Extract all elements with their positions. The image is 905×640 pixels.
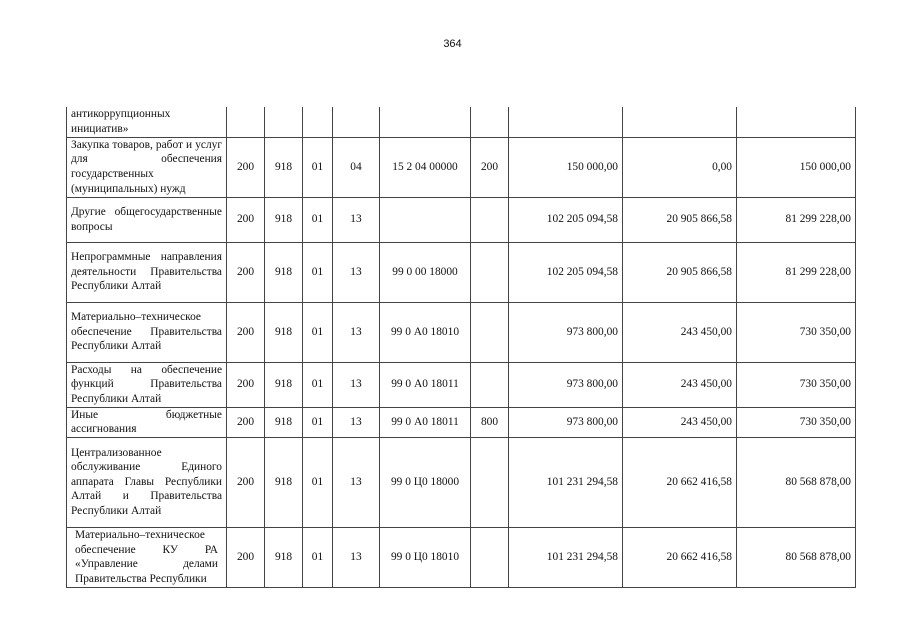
col-sum-2: 0,00 [623,137,737,197]
col-sum-1: 102 205 094,58 [509,242,623,302]
table-row [67,107,856,137]
row-name: Непрограммные направления деятельности Правительства Республики Алтай [67,242,227,302]
col-subsection: 13 [333,437,380,527]
table-row [67,302,856,362]
row-name: Расходы на обеспечение функций Правительства Республики Алтай [67,362,227,407]
col-target-article: 99 0 Ц0 18010 [380,527,471,587]
col-code-1: 200 [227,242,265,302]
page-number: 364 [443,38,462,50]
col-section: 01 [303,137,333,197]
col-code-1 [227,107,265,137]
col-expense-type [471,302,509,362]
table-row [67,437,856,527]
col-sum-2: 243 450,00 [623,407,737,437]
row-name: Другие общегосударственные вопросы [67,197,227,242]
col-subsection [333,107,380,137]
col-sum-1: 150 000,00 [509,137,623,197]
col-sum-3: 80 568 878,00 [737,527,856,587]
col-target-article [380,197,471,242]
col-code-1: 200 [227,437,265,527]
col-sum-1: 102 205 094,58 [509,197,623,242]
table-row [67,362,856,407]
table-row [67,242,856,302]
col-code-2: 918 [265,137,303,197]
table-row [67,137,856,197]
col-target-article: 99 0 А0 18011 [380,362,471,407]
col-expense-type [471,242,509,302]
col-target-article: 99 0 А0 18010 [380,302,471,362]
col-section: 01 [303,362,333,407]
col-expense-type: 800 [471,407,509,437]
col-subsection: 04 [333,137,380,197]
col-subsection: 13 [333,407,380,437]
col-code-1: 200 [227,137,265,197]
row-name: Иные бюджетные ассигнования [67,407,227,437]
row-name-text: Материально–техническое обеспечение КУ РА «Управление делами Правительства Республики [75,529,218,585]
col-sum-3: 730 350,00 [737,362,856,407]
col-sum-2: 20 905 866,58 [623,242,737,302]
table-row [67,407,856,437]
col-sum-3 [737,107,856,137]
col-sum-2: 243 450,00 [623,302,737,362]
col-code-1: 200 [227,302,265,362]
table-row [67,527,856,587]
col-section [303,107,333,137]
col-target-article: 99 0 00 18000 [380,242,471,302]
row-name [67,527,227,587]
col-sum-1: 973 800,00 [509,362,623,407]
col-section: 01 [303,437,333,527]
table-row [67,197,856,242]
col-sum-3: 81 299 228,00 [737,197,856,242]
col-section: 01 [303,407,333,437]
col-code-2: 918 [265,407,303,437]
col-sum-3: 80 568 878,00 [737,437,856,527]
row-name: Закупка товаров, работ и услуг для обеспечения государственных (муниципальных) нужд [67,137,227,197]
col-code-1: 200 [227,362,265,407]
row-name: антикоррупционных инициатив» [67,107,227,137]
col-sum-1: 101 231 294,58 [509,527,623,587]
col-subsection: 13 [333,362,380,407]
col-sum-1: 973 800,00 [509,302,623,362]
col-code-2: 918 [265,242,303,302]
col-section: 01 [303,302,333,362]
col-subsection: 13 [333,302,380,362]
col-sum-2: 20 905 866,58 [623,197,737,242]
col-code-2: 918 [265,437,303,527]
col-section: 01 [303,242,333,302]
col-code-2: 918 [265,527,303,587]
col-expense-type [471,527,509,587]
col-sum-1 [509,107,623,137]
col-target-article: 99 0 Ц0 18000 [380,437,471,527]
col-code-2: 918 [265,362,303,407]
row-name: Централизованное обслуживание Единого аппарата Главы Республики Алтай и Правительства Республики Алтай [67,437,227,527]
col-expense-type [471,197,509,242]
col-expense-type [471,107,509,137]
col-sum-1: 973 800,00 [509,407,623,437]
col-sum-3: 730 350,00 [737,407,856,437]
col-code-1: 200 [227,527,265,587]
col-sum-3: 150 000,00 [737,137,856,197]
col-target-article: 99 0 А0 18011 [380,407,471,437]
col-subsection: 13 [333,197,380,242]
col-sum-2: 243 450,00 [623,362,737,407]
col-expense-type [471,362,509,407]
col-sum-1: 101 231 294,58 [509,437,623,527]
col-code-1: 200 [227,197,265,242]
col-sum-2: 20 662 416,58 [623,437,737,527]
col-target-article: 15 2 04 00000 [380,137,471,197]
col-target-article [380,107,471,137]
col-sum-2 [623,107,737,137]
col-code-2 [265,107,303,137]
row-name: Материально–техническое обеспечение Правительства Республики Алтай [67,302,227,362]
col-subsection: 13 [333,242,380,302]
col-sum-3: 81 299 228,00 [737,242,856,302]
budget-table [66,107,856,588]
col-code-1: 200 [227,407,265,437]
col-section: 01 [303,527,333,587]
col-expense-type [471,437,509,527]
col-code-2: 918 [265,302,303,362]
col-section: 01 [303,197,333,242]
col-code-2: 918 [265,197,303,242]
col-expense-type: 200 [471,137,509,197]
col-sum-3: 730 350,00 [737,302,856,362]
col-subsection: 13 [333,527,380,587]
col-sum-2: 20 662 416,58 [623,527,737,587]
